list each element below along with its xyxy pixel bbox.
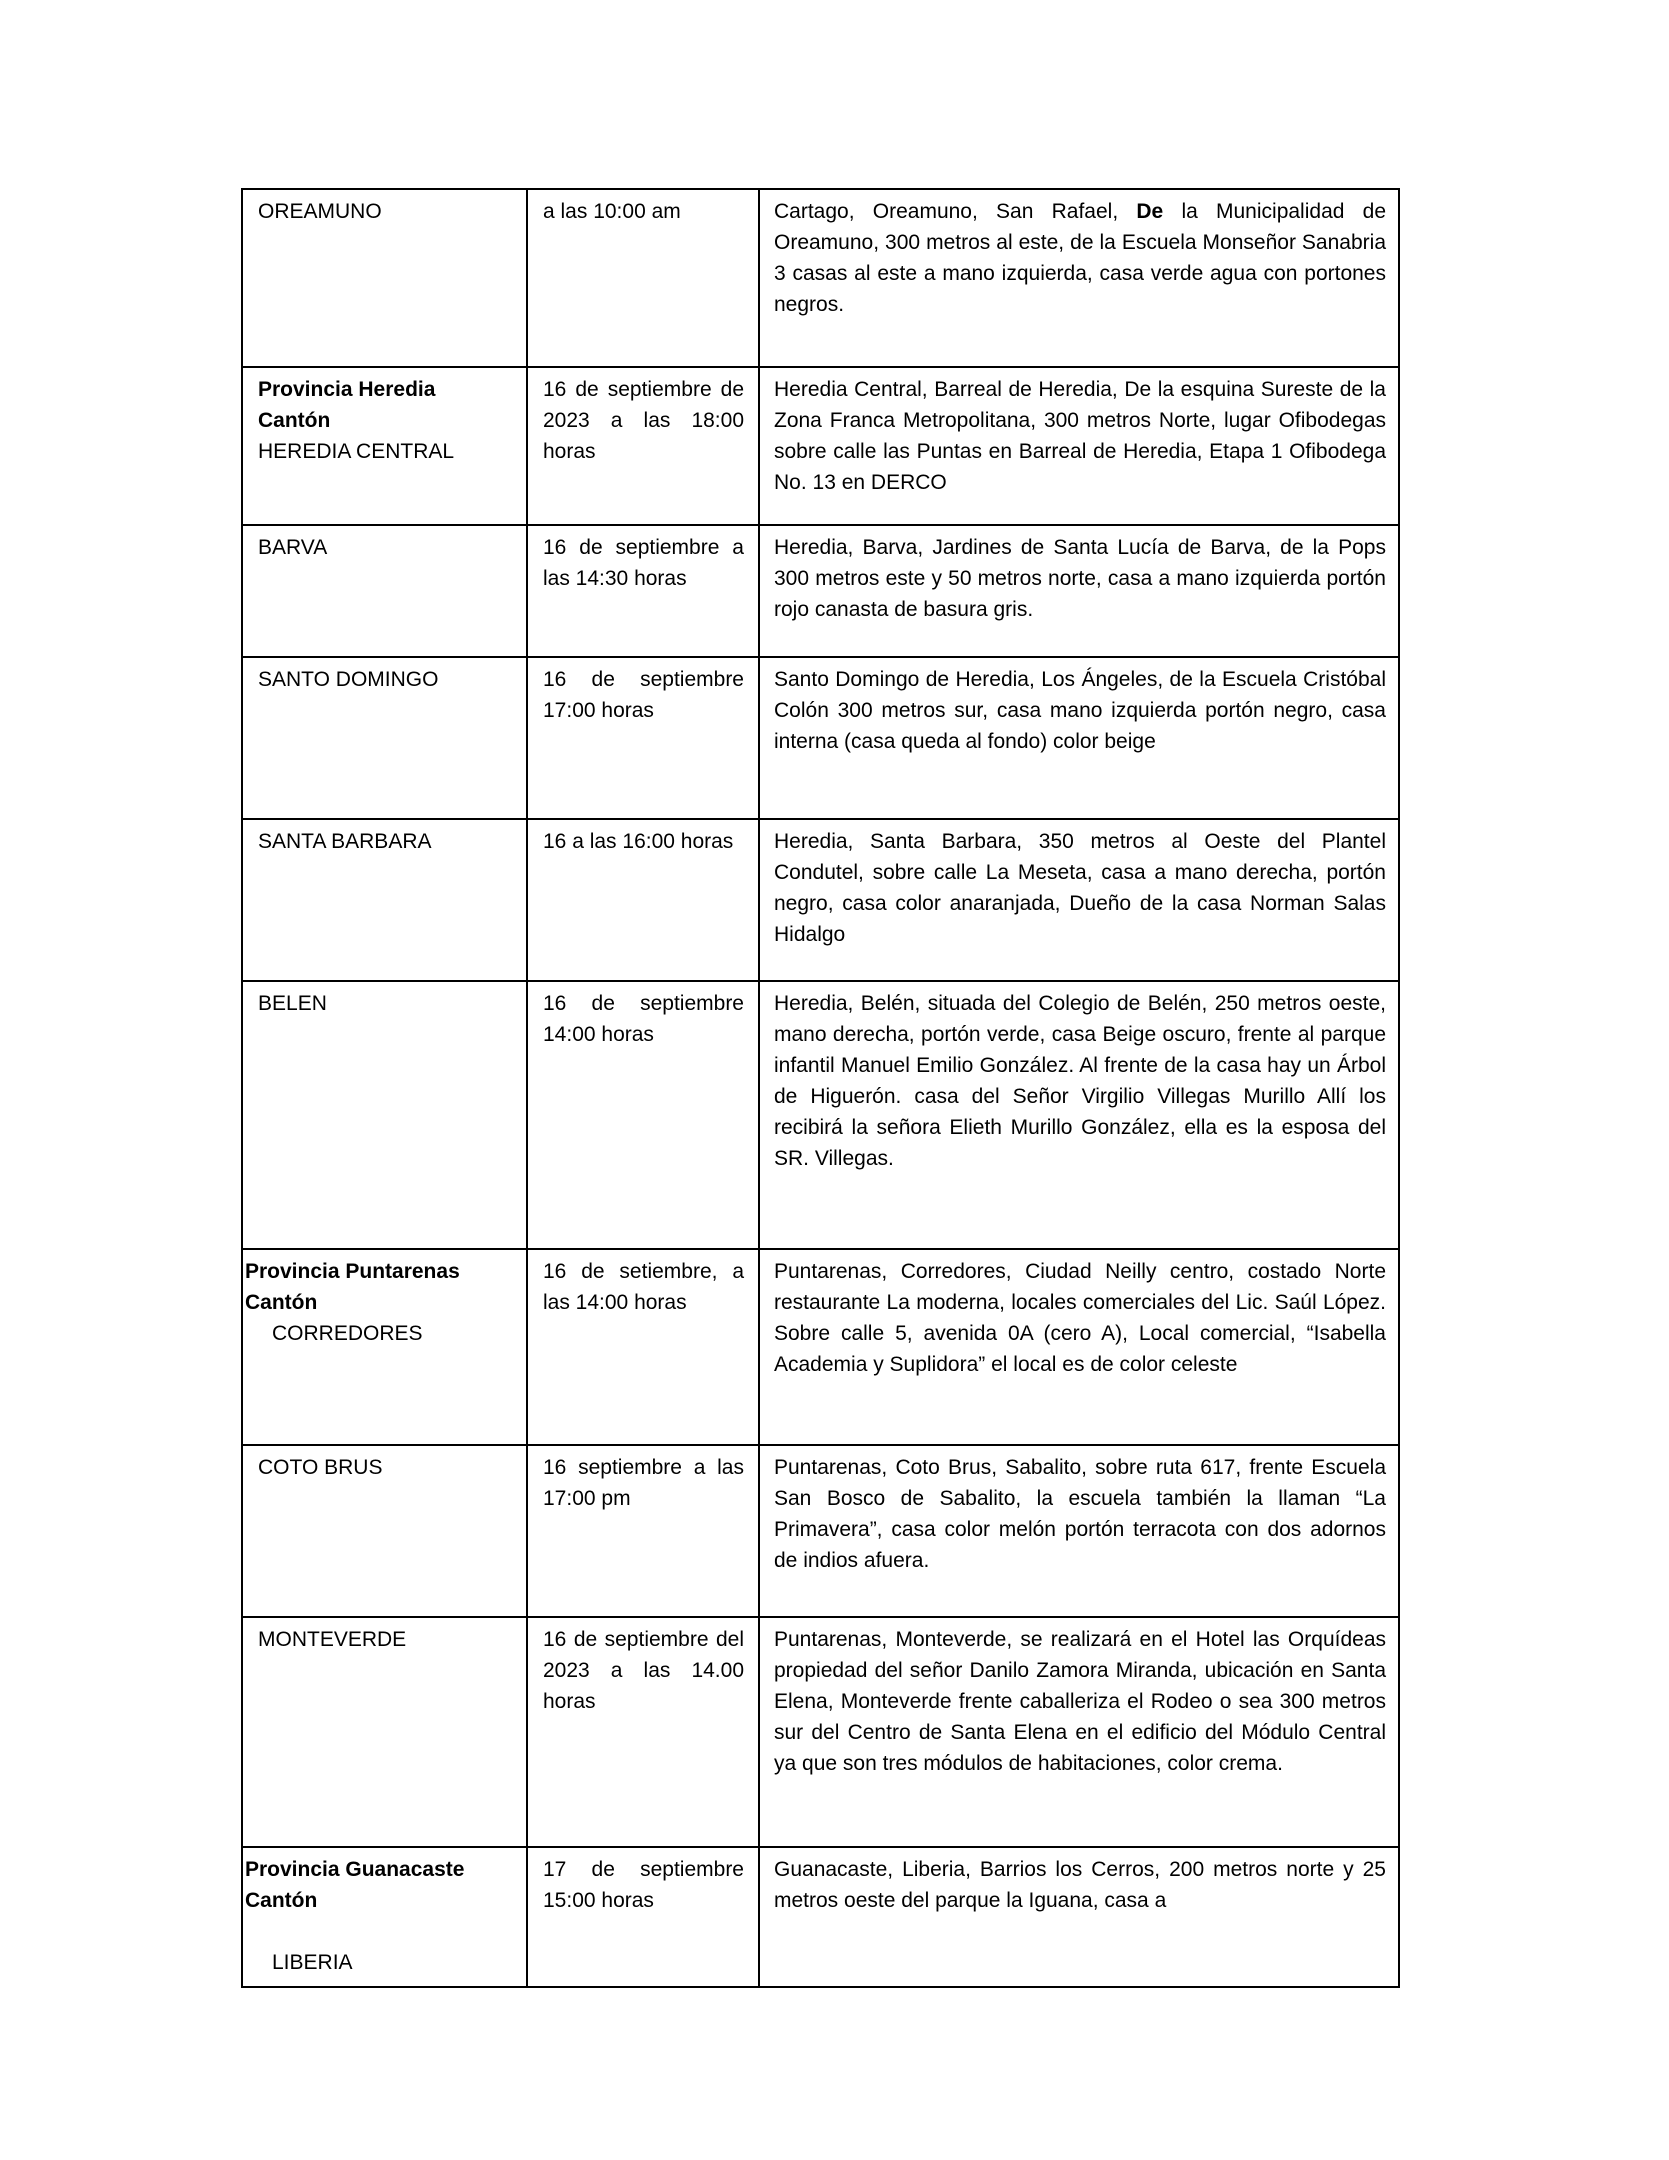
address-text: Heredia, Santa Barbara, 350 metros al Oeste del Plantel Condutel, sobre calle La Meseta, casa a mano derecha, portón negro, casa color anaranjada, Dueño de la casa Norman Salas Hidalgo [774,830,1386,946]
location-line: Cantón [245,1291,318,1314]
address-text: Heredia Central, Barreal de Heredia, De la esquina Sureste de la Zona Franca Metropolitana, 300 metros Norte, lugar Ofibodegas sobre calle las Puntas en Barreal de Heredia, Etapa 1 Ofibodega No. 13 en DERCO [774,378,1386,494]
address-cell [759,819,1399,981]
address-text: Puntarenas, Monteverde, se realizará en el Hotel las Orquídeas propiedad del señor Danilo Zamora Miranda, ubicación en Santa Elena, Monteverde frente caballeriza el Rodeo o sea 300 metros sur del Centro de Santa Elena en el edificio del Módulo Central ya que son tres módulos de habitaciones, color crema. [774,1628,1386,1775]
location-line: SANTO DOMINGO [258,668,439,691]
location-cell [242,525,527,657]
location-cell [242,1847,527,1987]
location-line: Cantón [245,1889,318,1912]
location-cell [242,1617,527,1847]
datetime-text: 16 septiembre a las 17:00 pm [527,1445,759,1617]
location-line: SANTA BARBARA [258,830,432,853]
location-line: Provincia Heredia [258,378,436,401]
allanamientos-schedule-table [241,188,1400,1988]
location-spacer [258,1916,513,1947]
location-line: Provincia Puntarenas [245,1260,460,1283]
address-text: Puntarenas, Corredores, Ciudad Neilly centro, costado Norte restaurante La moderna, locales comerciales del Lic. Saúl López. Sobre calle 5, avenida 0A (cero A), Local comercial, “Isabella Academia y Suplidora” el local es de color celeste [774,1260,1386,1376]
datetime-text: 16 de septiembre 14:00 horas [527,981,759,1249]
address-cell [759,1249,1399,1445]
table-row [242,981,1399,1249]
location-line: BELEN [258,992,327,1015]
address-cell [759,1445,1399,1617]
datetime-text: 16 de setiembre, a las 14:00 horas [527,1249,759,1445]
table-row [242,367,1399,525]
location-cell [242,1445,527,1617]
table-row [242,525,1399,657]
location-line: OREAMUNO [258,200,382,223]
address-text: Heredia, Barva, Jardines de Santa Lucía de Barva, de la Pops 300 metros este y 50 metros norte, casa a mano izquierda portón rojo canasta de basura gris. [774,536,1386,621]
datetime-text: 16 de septiembre a las 14:30 horas [527,525,759,657]
datetime-text: a las 10:00 am [527,189,759,367]
location-line: HEREDIA CENTRAL [258,440,455,463]
address-text: Heredia, Belén, situada del Colegio de Belén, 250 metros oeste, mano derecha, portón verde, casa Beige oscuro, frente al parque infantil Manuel Emilio González. Al frente de la casa hay un Árbol de Higuerón. casa del Señor Virgilio Villegas Murillo Allí los recibirá la señora Elieth Murillo González, ella es la esposa del SR. Villegas. [774,992,1386,1170]
datetime-text: 16 de septiembre 17:00 horas [527,657,759,819]
location-line: COTO BRUS [258,1456,383,1479]
table-row [242,1617,1399,1847]
address-cell [759,189,1399,367]
location-cell [242,1249,527,1445]
address-text: la Municipalidad de Oreamuno, 300 metros al este, de la Escuela Monseñor Sanabria 3 casas al este a mano izquierda, casa verde agua con portones negros. [774,200,1386,316]
location-line: Provincia Guanacaste [245,1858,465,1881]
address-text: De [1136,200,1164,223]
table-row [242,1847,1399,1987]
table-row [242,1249,1399,1445]
location-line: Cantón [258,409,331,432]
table-row [242,1445,1399,1617]
location-line: LIBERIA [272,1951,353,1974]
location-line: CORREDORES [272,1322,423,1345]
address-cell [759,367,1399,525]
location-line: BARVA [258,536,328,559]
address-text: Guanacaste, Liberia, Barrios los Cerros, 200 metros norte y 25 metros oeste del parque la Iguana, casa a [774,1858,1386,1912]
table-row [242,819,1399,981]
address-cell [759,657,1399,819]
address-text: Santo Domingo de Heredia, Los Ángeles, de la Escuela Cristóbal Colón 300 metros sur, casa mano izquierda portón negro, casa interna (casa queda al fondo) color beige [774,668,1386,753]
address-cell [759,525,1399,657]
location-cell [242,367,527,525]
datetime-text: 16 a las 16:00 horas [527,819,759,981]
address-cell [759,1847,1399,1987]
datetime-text: 16 de septiembre de 2023 a las 18:00 horas [527,367,759,525]
table-row [242,189,1399,367]
location-cell [242,819,527,981]
address-text: Puntarenas, Coto Brus, Sabalito, sobre ruta 617, frente Escuela San Bosco de Sabalito, la escuela también la llaman “La Primavera”, casa color melón portón terracota con dos adornos de indios afuera. [774,1456,1386,1572]
address-text: Cartago, Oreamuno, San Rafael, [774,200,1137,223]
location-cell [242,981,527,1249]
address-cell [759,1617,1399,1847]
datetime-text: 17 de septiembre 15:00 horas [527,1847,759,1987]
table-row [242,657,1399,819]
table-body [242,189,1399,1987]
location-line: MONTEVERDE [258,1628,407,1651]
location-cell [242,189,527,367]
address-cell [759,981,1399,1249]
location-cell [242,657,527,819]
datetime-text: 16 de septiembre del 2023 a las 14.00 horas [527,1617,759,1847]
